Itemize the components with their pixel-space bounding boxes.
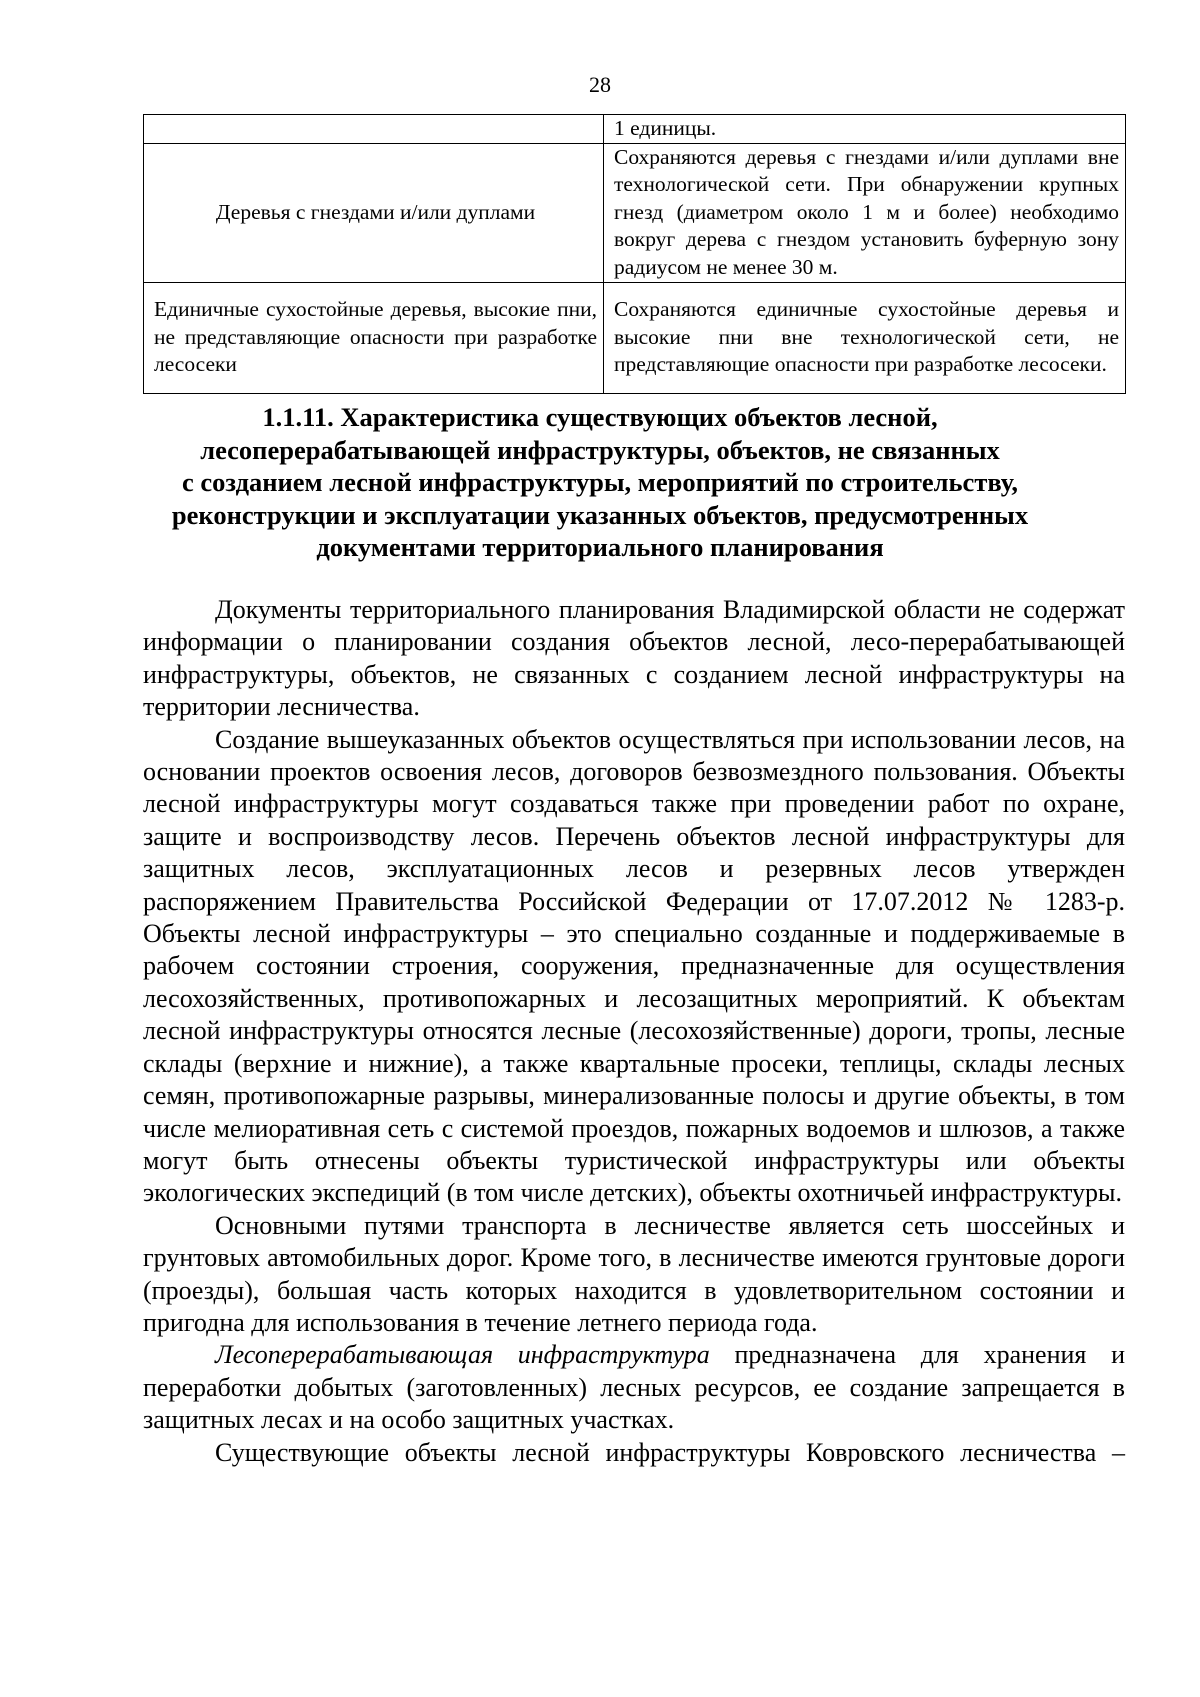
table-row	[144, 143, 1126, 282]
section-heading	[150, 401, 1050, 564]
paragraph: Создание вышеуказанных объектов осуществляться при использовании лесов, на основании проектов освоения лесов, договоров безвозмездного пользования. Объекты лесной инфраструктуры могут создаваться также при проведении работ по охране, защите и воспроизводству лесов. Перечень объектов лесной инфраструктуры для защитных лесов, эксплуатационных лесов и резервных лесов утвержден распоряжением Правительства Российской Федерации от 17.07.2012 № 1283-р. Объекты лесной инфраструктуры – это специально созданные и поддерживаемые в рабочем состоянии строения, сооружения, предназначенные для осуществления лесохозяйственных, противопожарных и лесозащитных мероприятий. К объектам лесной инфраструктуры относятся лесные (лесохозяйственные) дороги, тропы, лесные склады (верхние и нижние), а также квартальные просеки, теплицы, склады лесных семян, противопожарные разрывы, минерализованные полосы и другие объекты, в том числе мелиоративная сеть с системой проездов, пожарных водоемов и шлюзов, а также могут быть отнесены объекты туристической инфраструктуры или объекты экологических экспедиций (в том числе детских), объекты охотничьей инфраструктуры.	[143, 724, 1125, 1208]
paragraph	[143, 1339, 1125, 1436]
section-heading-line: документами территориального планирования	[316, 532, 884, 562]
paragraph-text: предназначена для хранения и переработки добытых (заготовленных) лесных ресурсов, ее создание запрещается в защитных лесах и на особо защитных участках.	[143, 1340, 1125, 1435]
table-cell-right: Сохраняются единичные сухостойные деревья и высокие пни вне технологической сети, не представляющие опасности при разработке лесосеки.	[604, 282, 1126, 393]
paragraph: Документы территориального планирования Владимирской области не содержат информации о планировании создания объектов лесной, лесо-перерабатывающей инфраструктуры, объектов, не связанных с созданием лесной инфраструктуры на территории лесничества.	[143, 595, 1125, 722]
table-cell-right: 1 единицы.	[604, 115, 1126, 144]
table-row	[144, 282, 1126, 393]
section-heading-line: лесоперерабатывающей инфраструктуры, объектов, не связанных	[200, 434, 1000, 465]
paragraph: Основными путями транспорта в лесничестве является сеть шоссейных и грунтовых автомобильных дорог. Кроме того, в лесничестве имеются грунтовые дороги (проезды), большая часть которых находится в удовлетворительном состоянии и пригодна для использования в течение летнего периода года.	[143, 1210, 1125, 1337]
paragraph: Существующие объекты лесной инфраструктуры Ковровского лесничества –	[215, 1437, 1125, 1467]
table-cell-left: Деревья с гнездами и/или дуплами	[144, 143, 604, 282]
section-heading-line: с созданием лесной инфраструктуры, мероприятий по строительству,	[182, 467, 1018, 497]
section-heading-line: 1.1.11. Характеристика существующих объектов лесной,	[262, 402, 938, 432]
measures-table	[143, 114, 1126, 394]
table-cell-right: Сохраняются деревья с гнездами и/или дуплами вне технологической сети. При обнаружении крупных гнезд (диаметром около 1 м и более) необходимо вокруг дерева с гнездом установить буферную зону радиусом не менее 30 м.	[604, 143, 1126, 282]
emphasized-term: Лесоперерабатывающая инфраструктура	[215, 1340, 710, 1370]
table-cell-left: Единичные сухостойные деревья, высокие пни, не представляющие опасности при разработке лесосеки	[144, 282, 604, 393]
body-text	[143, 594, 1125, 1469]
page-number: 28	[589, 72, 611, 97]
table-cell-left	[144, 115, 604, 144]
section-heading-line: реконструкции и эксплуатации указанных объектов, предусмотренных	[171, 499, 1029, 530]
table-row	[144, 115, 1126, 144]
